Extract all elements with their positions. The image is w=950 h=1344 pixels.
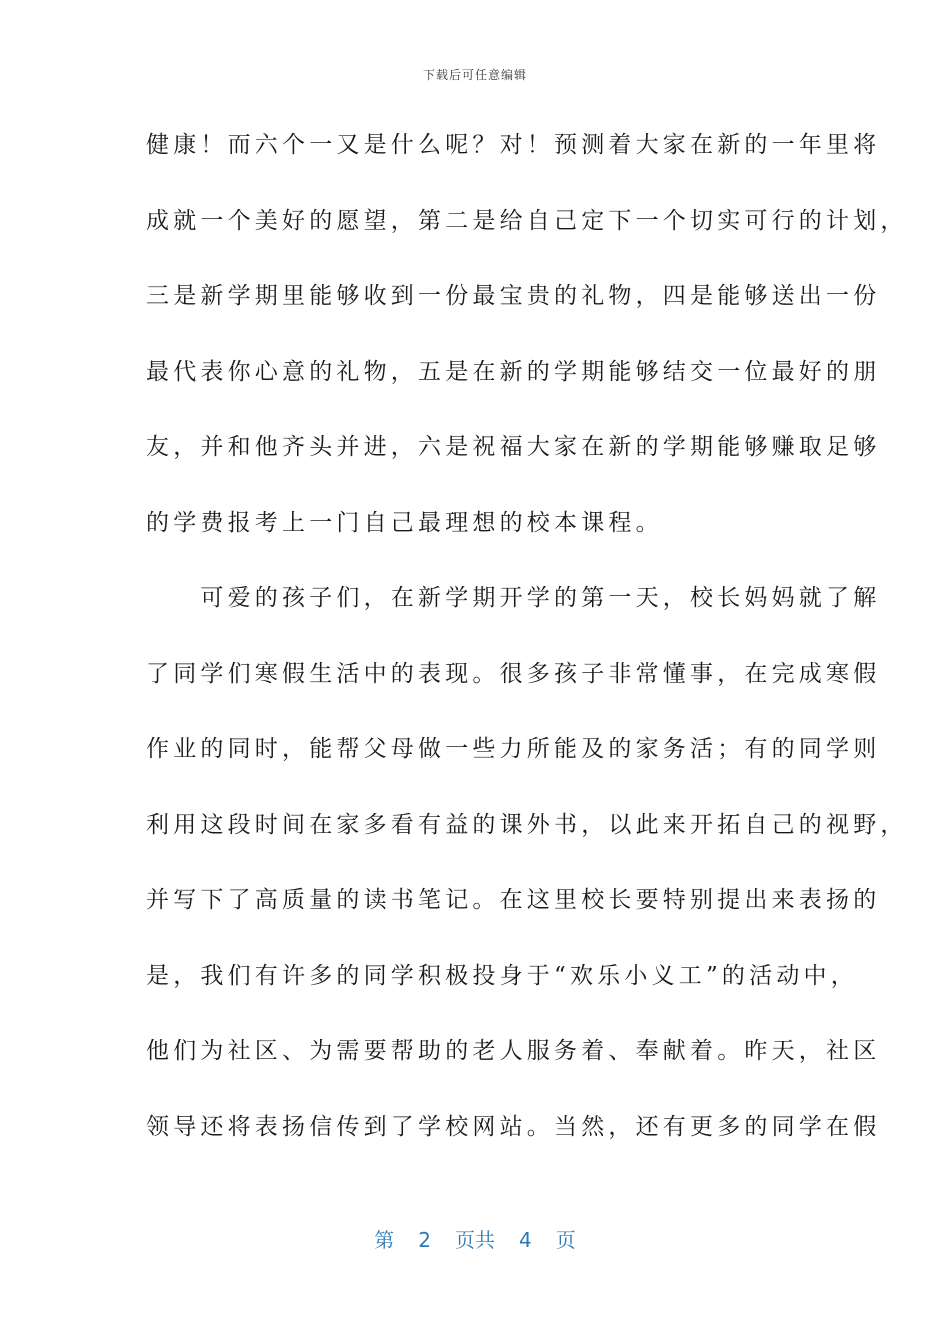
text-line: 是，我们有许多的同学积极投身于“欢乐小义工”的活动中， xyxy=(146,962,858,989)
text-line: 作业的同时，能帮父母做一些力所能及的家务活；有的同学则 xyxy=(146,736,881,762)
text-line: 他们为社区、为需要帮助的老人服务着、奉献着。昨天，社区 xyxy=(146,1038,881,1064)
page-mid: 页共 xyxy=(455,1228,495,1252)
text-line: 三是新学期里能够收到一份最宝贵的礼物，四是能够送出一份 xyxy=(146,283,881,309)
page-suffix: 页 xyxy=(555,1228,576,1252)
text-line: 健康！而六个一又是什么呢？对！预测着大家在新的一年里将 xyxy=(146,132,881,158)
text-line: 并写下了高质量的读书笔记。在这里校长要特别提出来表扬的 xyxy=(146,887,881,913)
document-body xyxy=(146,120,908,1177)
text-line: 利用这段时间在家多看有益的课外书，以此来开拓自己的视野， xyxy=(146,811,908,838)
page-prefix: 第 xyxy=(374,1228,395,1252)
text-line: 了同学们寒假生活中的表现。很多孩子非常懂事，在完成寒假 xyxy=(146,660,881,687)
page-footer xyxy=(0,1224,950,1253)
text-line: 成就一个美好的愿望，第二是给自己定下一个切实可行的计划， xyxy=(146,207,908,234)
current-page-number: 2 xyxy=(418,1228,431,1252)
header-note: 下载后可任意编辑 xyxy=(422,68,527,82)
text-line: 友，并和他齐头并进，六是祝福大家在新的学期能够赚取足够 xyxy=(146,434,881,460)
text-line: 的学费报考上一门自己最理想的校本课程。 xyxy=(146,509,663,536)
text-line: 可爱的孩子们，在新学期开学的第一天，校长妈妈就了解 xyxy=(146,585,881,611)
text-line: 最代表你心意的礼物，五是在新的学期能够结交一位最好的朋 xyxy=(146,358,881,385)
total-page-number: 4 xyxy=(519,1228,532,1252)
text-line: 领导还将表扬信传到了学校网站。当然，还有更多的同学在假 xyxy=(146,1113,881,1140)
